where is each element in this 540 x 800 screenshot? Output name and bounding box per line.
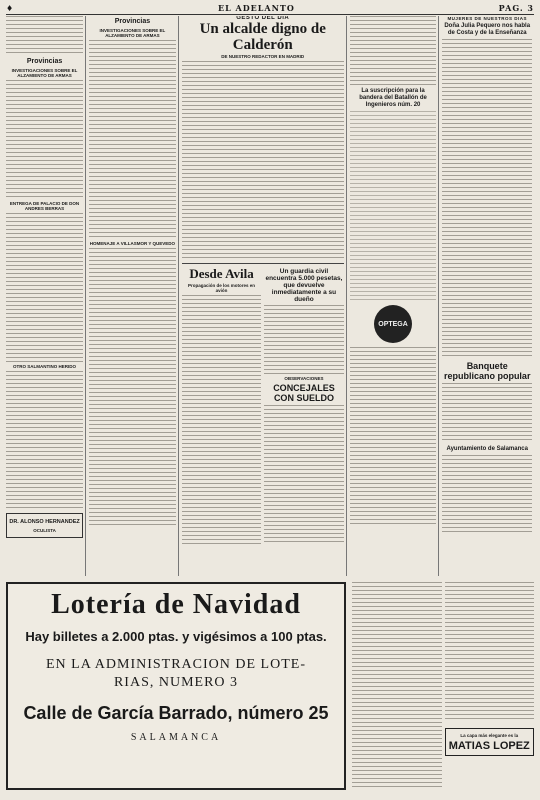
- text-block: [442, 39, 532, 359]
- divider: [182, 263, 344, 264]
- text-block: [6, 371, 83, 511]
- column-2: [89, 16, 179, 576]
- column-5: [350, 16, 440, 576]
- gesto-kicker: GESTO DEL DIA: [236, 16, 290, 21]
- matias-ad: [445, 728, 535, 756]
- text-block: [352, 582, 442, 790]
- suscripcion-headline: La suscripción para la bandera del Batallón de Ingenieros núm. 20: [359, 88, 427, 108]
- subheadline: OTRO SALMANTINO HERIDO: [13, 364, 77, 369]
- text-block: [6, 16, 83, 56]
- doctor-ad: [6, 513, 83, 538]
- headline-provincias: Provincias: [26, 58, 63, 65]
- ad-address: Calle de García Barrado, número 25: [23, 703, 329, 723]
- guardia-headline: Un guardia civil encuentra 5.000 pesetas, que devuelve inmediatamente a su dueño: [265, 268, 343, 303]
- text-block: [442, 455, 532, 535]
- text-block: [6, 213, 83, 363]
- ad-city: SALAMANCA: [130, 732, 222, 743]
- text-block: [89, 248, 176, 528]
- lower-col-a: [352, 582, 442, 790]
- pequero-headline: Doña Julia Pequero nos habla de Costa y de la Enseñanza: [444, 23, 531, 36]
- columns: [6, 16, 534, 576]
- text-block: [442, 383, 532, 443]
- ad-admin-line1: EN LA ADMINISTRACION DE LOTE-: [46, 657, 306, 672]
- text-block: [182, 61, 344, 261]
- lower-col-b: [445, 582, 535, 790]
- mujeres-kicker: MUJERES DE NUESTROS DIAS: [447, 16, 527, 21]
- text-block: [182, 295, 261, 545]
- subheadline: INVESTIGACIONES SOBRE EL ALZAMIENTO DE ARMAS: [99, 28, 166, 38]
- ad-title: Lotería de Navidad: [51, 589, 301, 620]
- masthead-left: ♦: [6, 3, 15, 13]
- text-block: [350, 16, 437, 86]
- lower-center: [182, 266, 344, 545]
- ad-admin-line2: RIAS, NUMERO 3: [113, 675, 239, 690]
- avila-headline: Desde Avila: [189, 266, 254, 281]
- center-dek: DE NUESTRO REDACTOR EN MADRID: [221, 54, 305, 59]
- avila-column: [182, 266, 261, 545]
- text-block: [264, 405, 343, 545]
- text-block: [445, 582, 535, 722]
- subscriber-list: [350, 111, 437, 301]
- column-1: [6, 16, 86, 576]
- matias-top: La capa más elegante es la: [460, 733, 519, 738]
- ayuntamiento-headline: Ayuntamiento de Salamanca: [446, 446, 528, 452]
- doctor-name: DR. ALONSO HERNANDEZ: [9, 519, 80, 525]
- guardia-column: [264, 266, 343, 545]
- banquete-headline: Banquete republicano popular: [443, 361, 531, 381]
- lower-right: [352, 582, 534, 790]
- masthead-title: EL ADELANTO: [218, 3, 295, 13]
- doctor-title: OCULISTA: [33, 528, 56, 533]
- text-block: [89, 40, 176, 240]
- vino-seal: OPTEGA: [374, 305, 412, 343]
- center-headline: Un alcalde digno de Calderón: [199, 21, 326, 53]
- subheadline: INVESTIGACIONES SOBRE EL ALZAMIENTO DE ARMAS: [11, 68, 78, 78]
- subheadline: ENTREGA DE PALACIO DE DON ANDRES BERRAS: [9, 201, 80, 211]
- subheadline: HOMENAJE A VILLASMOR Y QUEVEDO: [89, 241, 176, 246]
- headline-provincias-2: Provincias: [114, 18, 151, 25]
- ad-prices: Hay billetes a 2.000 ptas. y vigésimos a 100 ptas.: [25, 629, 327, 644]
- concejales-label: OBSERVACIONES: [284, 376, 324, 381]
- loteria-ad: [6, 582, 346, 790]
- text-block: [264, 305, 343, 375]
- text-block: [6, 80, 83, 200]
- masthead: [6, 2, 534, 15]
- concejales-headline: CONCEJALES CON SUELDO: [273, 383, 335, 403]
- center-column: [182, 16, 347, 576]
- column-6: [442, 16, 534, 576]
- avila-sub: Propagación de los motores en avión: [188, 283, 256, 293]
- masthead-page: PAG. 3: [498, 3, 534, 13]
- classified-ads: [350, 347, 437, 527]
- matias-name: MATIAS LOPEZ: [448, 740, 530, 752]
